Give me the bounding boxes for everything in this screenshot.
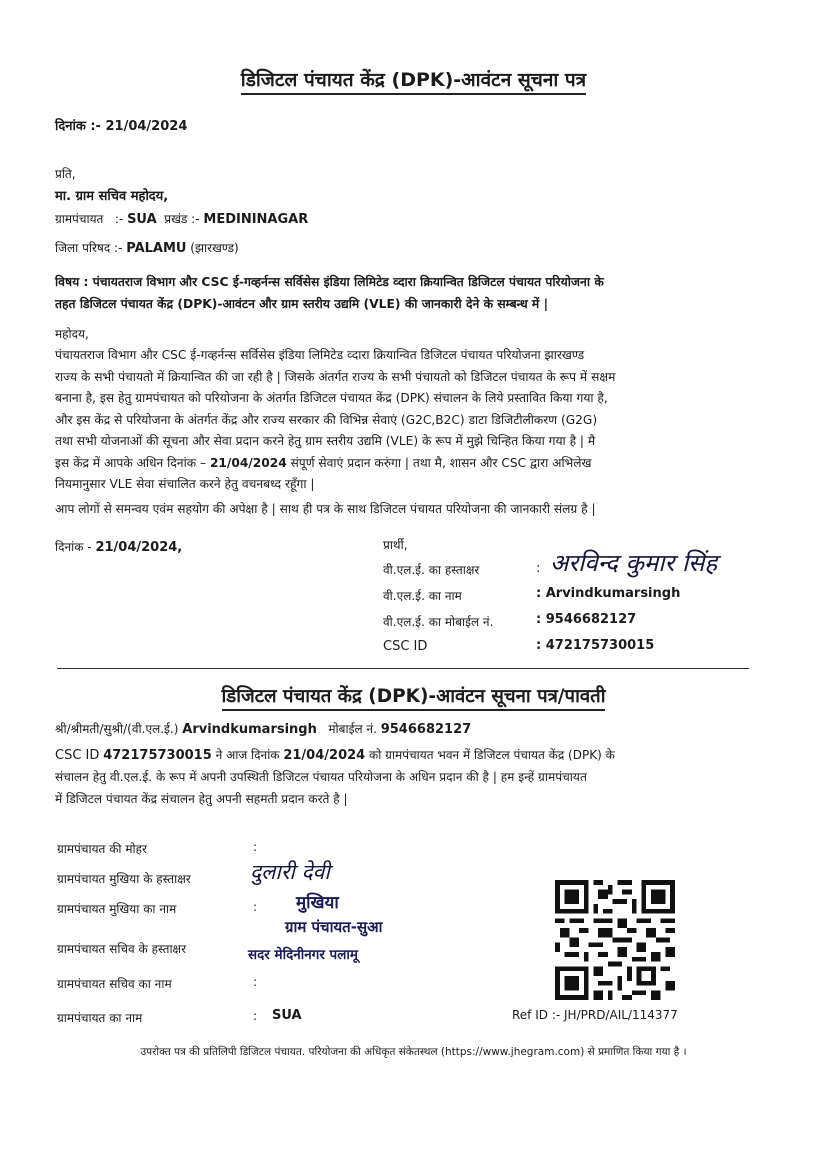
mukhiya-sign-label: ग्रामपंचायत मुखिया के हस्ताक्षर: [57, 872, 191, 886]
vle-name-label: वी.एल.ई. का नाम: [383, 589, 462, 603]
receipt-line-3: संचालन हेतु वी.एल.ई. के रूप में अपनी उपस्थिती डिजिटल पंचायत परियोजना के अधिन प्रदान की है | हम इन्हें ग्रामपंचायत: [55, 770, 587, 784]
gp-name-sep: :: [253, 1009, 258, 1023]
applicant-date: दिनांक - 21/04/2024,: [55, 540, 183, 555]
prarthi-label: प्रार्थी,: [383, 538, 408, 552]
page-title: डिजिटल पंचायत केंद्र (DPK)-आवंटन सूचना पत्र: [0, 66, 827, 92]
subject-line-1: विषय : पंचायतराज विभाग और CSC ई-गव्हर्नन्स सर्विसेस इंडिया लिमिटेड व्दारा क्रियान्वित डिजिटल पंचायत परियोजना के: [55, 275, 604, 289]
vle-sign-label: वी.एल.ई. का हस्ताक्षर: [383, 563, 480, 577]
section-divider: [57, 668, 749, 669]
qr-code-icon: [555, 880, 675, 1000]
body-line: तथा सभी योजनाओं की सूचना और सेवा प्रदान करने हेतु ग्राम स्तरीय उद्यमि (VLE) के रूप में मुझे चिन्हित किया गया है | मै: [55, 434, 596, 448]
stamp-line-1: मुखिया: [296, 893, 339, 913]
greeting: महोदय,: [55, 327, 89, 341]
vle-name-value: : Arvindkumarsingh: [536, 586, 681, 601]
mukhiya-name-label: ग्रामपंचायत मुखिया का नाम: [57, 902, 177, 916]
csc-id-label: CSC ID: [383, 639, 428, 654]
receipt-line-1: श्री/श्रीमती/सुश्री/(वी.एल.ई.) Arvindkumarsingh मोबाईल नं. 9546682127: [55, 722, 472, 737]
body-line: और इस केंद्र से परियोजना के अंतर्गत केंद्र और राज्य सरकार की विभिन्न सेवाएं (G2C,B2C) डाटा डिजिटीलीकरण (G2G): [55, 412, 598, 427]
sachiv-name-label: ग्रामपंचायत सचिव का नाम: [57, 977, 172, 991]
receipt-line-2: CSC ID 472175730015 ने आज दिनांक 21/04/2024 को ग्रामपंचायत भवन में डिजिटल पंचायत केंद्र (DPK) के: [55, 748, 615, 763]
receipt-line-4: में डिजिटल पंचायत केंद्र संचालन हेतु अपनी सहमती प्रदान करते है |: [55, 792, 348, 806]
mukhiya-signature: दुलारी देवी: [250, 860, 330, 884]
mukhiya-name-sep: :: [253, 900, 258, 914]
body-line: राज्य के सभी पंचायतो में क्रियान्वित की जा रही है | जिसके अंतर्गत राज्य के सभी पंचायतो को डिजिटल पंचायत के रूप में सक्षम: [55, 369, 616, 384]
district-line: जिला परिषद :- PALAMU (झारखण्ड): [55, 241, 239, 256]
csc-id-value: : 472175730015: [536, 638, 655, 653]
body-line: इस केंद्र में आपके अधिन दिनांक – 21/04/2024 संपूर्ण सेवाएं प्रदान करुंगा | तथा मै, शासन और CSC द्वारा अभिलेख: [55, 455, 592, 470]
gp-name-value: SUA: [272, 1008, 302, 1023]
receipt-title: डिजिटल पंचायत केंद्र (DPK)-आवंटन सूचना पत्र/पावती: [0, 683, 827, 708]
salutation: मा. ग्राम सचिव महोदय,: [55, 189, 169, 204]
vle-signature: अरविन्द कुमार सिंह: [550, 549, 718, 577]
closing-line: आप लोगों से समन्वय एवंम सहयोग की अपेक्षा है | साथ ही पत्र के साथ डिजिटल पंचायत परियोजना की जानकारी संलग्र है |: [55, 502, 596, 516]
body-line: नियमानुसार VLE सेवा संचालित करने हेतु वचनबध्द रहूँगा |: [55, 477, 315, 491]
ref-id: Ref ID :- JH/PRD/AIL/114377: [512, 1008, 678, 1022]
vle-mobile-label: वी.एल.ई. का मोबाईल नं.: [383, 615, 494, 629]
letter-date: दिनांक :- 21/04/2024: [55, 119, 188, 134]
body-line: बनाना है, इस हेतु ग्रामपंचायत को परियोजना के अंतर्गत डिजिटल पंचायत केंद्र (DPK) संचालन के लिये प्रस्तावित किया गया है,: [55, 391, 608, 405]
sachiv-sign-label: ग्रामपंचायत सचिव के हस्ताक्षर: [57, 942, 187, 956]
gp-seal-sep: :: [253, 840, 258, 854]
body-paragraph: [55, 345, 615, 496]
subject-line-2: तहत डिजिटल पंचायत केंद्र (DPK)-आवंटन और ग्राम स्तरीय उद्यमि (VLE) की जानकारी देने के सम्बन्ध में |: [55, 297, 549, 311]
gp-block-line: ग्रामपंचायत :- SUA प्रखंड :- MEDININAGAR: [55, 212, 309, 227]
vle-mobile-value: : 9546682127: [536, 612, 637, 627]
gp-name-label: ग्रामपंचायत का नाम: [57, 1011, 143, 1025]
prati-label: प्रति,: [55, 167, 76, 181]
verification-note: उपरोक्त पत्र की प्रतिलिपी डिजिटल पंचायत. परियोजना की अधिकृत संकेतस्थल (https://www.jhegram.com) से प्रमाणित किया गया है ।: [140, 1046, 687, 1058]
stamp-line-3: सदर मेदिनीनगर पलामू: [248, 947, 358, 963]
body-line: पंचायतराज विभाग और CSC ई-गव्हर्नन्स सर्विसेस इंडिया लिमिटेड व्दारा क्रियान्वित डिजिटल पंचायत परियोजना झारखण्ड: [55, 348, 585, 362]
sachiv-name-sep: :: [253, 975, 258, 989]
vle-sign-sep: :: [536, 561, 541, 576]
gp-seal-label: ग्रामपंचायत की मोहर: [57, 842, 147, 856]
stamp-line-2: ग्राम पंचायत-सुआ: [285, 918, 383, 936]
